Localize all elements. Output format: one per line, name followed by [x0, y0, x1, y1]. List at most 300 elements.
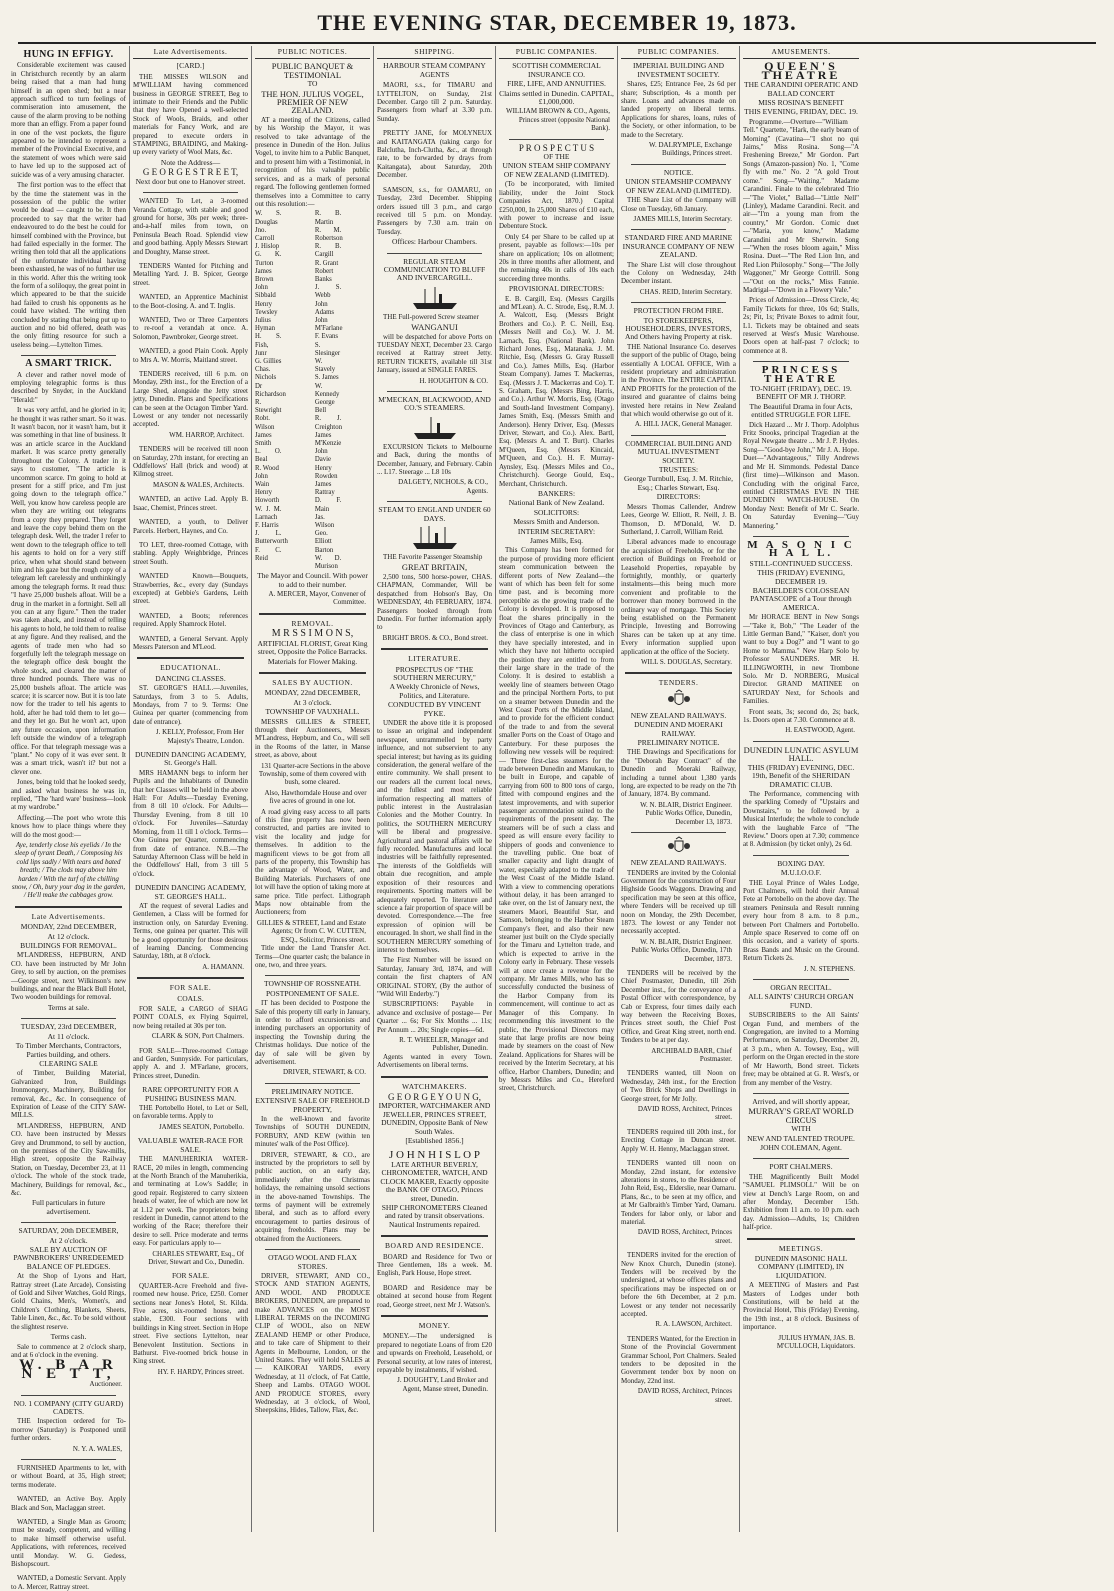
ad-text: TENDERS wanted till noon on Monday, 22nd instant, for extensive alterations in stores, to the Residence of John Reid, Esq., Elderslie, near Oamaru. Plans, &c., to be seen at my office, and at Mr Galbraith's Timber Yard, Oamaru. Tenders for labor only, or labor and material.	[621, 1159, 736, 1226]
paragraph: A clever and rather novel mode of employing telegraphic forms is thus described by Snyder, in the Auckland "Herald:"	[11, 370, 126, 404]
committee-name: F. C. Reid	[255, 546, 282, 562]
divider	[753, 1093, 849, 1094]
ad-signature: ARCHIBALD BARR, Chief Postmaster.	[651, 1046, 732, 1064]
ad-text: MAORI, s.s., for TIMARU and LYTTELTON, on Sunday, 21st December. Cargo till 2 p.m. Saturday. Passengers from wharf at 3.30 p.m. Sunday.	[377, 81, 492, 123]
shipping-ad	[377, 525, 492, 642]
ad-signature: JOHN COLEMAN, Agent.	[760, 1142, 842, 1152]
column-heading: PUBLIC COMPANIES.	[621, 48, 736, 59]
amusement-ad	[743, 1098, 859, 1152]
ad-text: TENDERS received, till 6 p.m. on Monday, 29th inst., for the Erection of a Large Shed, alongside the Jetty street jetty, Dunedin. Plans and Specifications can be seen at the Octagon Timber Yard. Lowest or any tender not necessarily accepted.	[133, 370, 248, 429]
committee-name: John Davie	[314, 448, 332, 464]
ad-heading: STEAM TO ENGLAND UNDER 60 DAYS.	[378, 505, 491, 523]
committee-name: W. Kennedy	[314, 382, 340, 398]
ad-text: EXCURSION Tickets to Melbourne and Back, during the months of December, January, and February. Cabin ... L17. Steerage ... L8 10s	[377, 442, 492, 477]
ad-signature: J. DOUGHTY, Land Broker and Agent, Manse street, Dunedin.	[397, 1376, 488, 1393]
amusement-ad	[743, 860, 859, 973]
ad-text: WANTED, a Domestic Servant. Apply to A. Mercer, Rattray street.	[11, 1574, 126, 1591]
ad-text: FURNISHED Apartments to let, with or without Board, at 35, High street; terms moderate.	[11, 1463, 126, 1489]
ad-signature: N. Y. A. WALES,	[72, 1444, 122, 1453]
ad-text: [Established 1856.]	[405, 1136, 464, 1146]
amusement-ad	[743, 984, 859, 1087]
business-ad	[377, 1151, 492, 1229]
divider	[15, 906, 122, 908]
sale-date: TUESDAY, 23rd DECEMBER,	[20, 1022, 117, 1032]
ad-text: A MEETING of Masters and Past Masters of Lodges under both Constitutions, will be held at the Provincial Hotel, This (Friday) Evening, the 19th inst., at 8 o'clock. Business of importance.	[743, 1281, 859, 1332]
ad-text: THE MANUHERIKIA WATER-RACE, 20 miles in length, commencing at the North Branch of the Manuherikia, and terminating at Low's Saddle; in good repair. Registered to carry sixteen heads of water, fee of which are now let at 1.12 per week. The proprietors being resident in Dunedin, cannot attend to the working of the Race; therefore their desire to sell. Price moderate and terms easy. For particulars apply to—	[133, 1155, 248, 1248]
notice-heading: PUBLIC BANQUET & TESTIMONIAL	[271, 61, 354, 80]
divider	[381, 648, 488, 650]
ad-heading: UNION STEAMSHIP COMPANY OF NEW ZEALAND (LIMITED).	[625, 177, 732, 195]
notice-text: AT a meeting of the Citizens, called by his Worship the Mayor, it was resolved to take advantage of the presence in Dunedin of the Hon. Julius Vogel, to invite him to a Public Banquet, and to present him with a Testimonial, in recognition of his valuable public services, and as a mark of personal regard. The following gentlemen formed themselves into a Committee to carry out this resolution:—	[255, 115, 370, 208]
public-notice	[255, 62, 370, 606]
ad-text: At the Shop of Lyons and Hart, Rattray street (Late Arcade), Consisting of Gold and Silver Watches, Gold Rings, Gold Chains, Men's, Women's, and Children's Clothing, Blankets, Sheets, Table Linen, &c., &c. To be sold without the slightest reserve.	[11, 1272, 126, 1331]
ad-text: SUBSCRIBERS to the All Saints' Organ Fund, and members of the Congregation, are invited to a Morning Performance, on Saturday, December 20, at 3 p.m., when A. Towsey, Esq., will perform on the Organ erected in the store of Mr Haworth, Bond street. Tickets free; may be obtained at G. R. West's, or from any member of the Vestry.	[743, 1011, 859, 1087]
column-heading: AMUSEMENTS.	[743, 48, 859, 59]
ad-subheading: THIS (FRIDAY) EVENING, DEC. 19th, Benefit of the SHERIDAN DRAMATIC CLUB.	[747, 762, 855, 789]
ad-heading: BOXING DAY.	[777, 858, 825, 868]
company-ad	[621, 440, 736, 667]
ad-signature: Auctioneer.	[89, 1380, 122, 1389]
committee-name: John Sibbald	[255, 284, 276, 300]
classified-ad	[133, 370, 248, 439]
business-ad	[255, 1254, 370, 1415]
article-body	[11, 61, 126, 349]
committee-list	[255, 210, 370, 571]
notice-ad	[11, 1400, 126, 1453]
ad-signature: JULIUS HYMAN, JAS. B. M'CULLOCH, Liquidators.	[776, 1333, 855, 1351]
ad-text: IMPORTER, WATCHMAKER AND JEWELLER, PRINCES STREET, DUNEDIN, Opposite Bank of New South Wales.	[378, 1101, 491, 1136]
ad-text: Claims settled in Dunedin. CAPITAL, £1,000,000.	[499, 88, 614, 107]
auctioneer-name: W. B A R N E T T,	[19, 1357, 118, 1382]
divider	[753, 536, 849, 537]
classified-ad	[11, 1518, 126, 1568]
sale-heading: TOWNSHIP OF VAUXHALL.	[265, 707, 360, 717]
section-heading: EDUCATIONAL.	[160, 663, 221, 673]
ad-text: Mr HORACE BENT in New Songs—"Take it, Bob," "The Leader of the Little German Band," "Kaiser, don't you want to buy a Dog?" and "I want to go Home to Mamma." New Harp Solo by Professor SAUNDERS. MR H. ILLINGWORTH, in new Trombone Solo. Mr D. NORBERG, Musical Director. GRAND MATINEE on SATURDAY Next, for Schools and Families.	[743, 613, 859, 706]
sale-time: At 3 o'clock.	[293, 697, 332, 707]
classified-ad	[133, 262, 248, 287]
ad-text: AT the request of several Ladies and Gentlemen, a Class will be formed for instruction only, on Saturday Evening. Terms, one guinea per quarter. This will be a good opportunity for those desirous of learning Dancing. Commencing Saturday, 18th, at 8 o'clock.	[133, 901, 248, 961]
classified-ad	[377, 1253, 492, 1278]
tender-ad	[621, 690, 736, 826]
article-heading: A SMART TRICK.	[25, 358, 112, 370]
shipping-ad	[377, 81, 492, 123]
ad-heading: MISS ROSINA'S BENEFIT	[758, 98, 844, 108]
meeting-notice	[743, 1255, 859, 1350]
committee-name: George Bell	[314, 398, 335, 415]
ad-subheading: DIRECTORS:	[656, 492, 701, 502]
sale-ad	[133, 1086, 248, 1131]
ad-text: TENDERS Wanted, for the Erection in Stone of the Provincial Government Grammar School, Port Chalmers. Sealed tenders to be deposited in the Government tender box by noon on Monday, 22nd inst.	[621, 1334, 736, 1385]
tender-ad	[621, 1128, 736, 1153]
ad-subheading: The Beautiful Drama in four Acts, entitled STRUGGLE FOR LIFE.	[749, 401, 853, 420]
ad-text: 131 Quarter-acre Sections in the above Township, some of them covered with bush, some cleared.	[258, 761, 370, 787]
divider	[509, 139, 604, 140]
business-name: G E O R G E Y O U N G,	[387, 1092, 482, 1103]
ad-text: ST. GEORGE'S HALL.—Juveniles, Saturdays, from 3 to 5. Adults, Mondays, from 7 to 9. Terms: One Guinea per quarter (commencing from date of entrance).	[133, 684, 248, 726]
divider	[265, 1249, 360, 1250]
ad-signature: CHAS. REID, Interim Secretary.	[639, 287, 732, 296]
committee-name: W. D. Murison	[314, 554, 342, 571]
section-heading: Late Advertisements.	[31, 911, 106, 921]
tender-ad	[621, 1159, 736, 1245]
auction-ad	[255, 980, 370, 1076]
ad-subheading: INTERIM SECRETARY:	[517, 526, 596, 536]
ad-signature: DAVID ROSS, Architect, Princes street.	[637, 1228, 732, 1245]
ad-text: WANTED, a Single Man as Groom; must be steady, competent, and willing to make himself otherwise useful. Applications, with references, received until Monday. W. G. Gedess, Bishopscourt.	[11, 1518, 126, 1569]
divider	[21, 1395, 116, 1396]
newspaper-columns	[8, 46, 1106, 1591]
classified-ad	[133, 197, 248, 256]
ad-text: Materials for Flower Making.	[267, 656, 358, 666]
committee-name: S. James	[314, 374, 339, 382]
committee-name: James Rattray	[314, 481, 335, 497]
ad-text: Prices of Admission—Dress Circle, 4s; Family Tickets for three, 10s 6d; Stalls, 2s; Pit, 1s; Private Boxes to admit four, L1. Tickets may be obtained and seats reserved at West's Music Warehouse. Doors open at half-past 7 o'clock; to commence at 8.	[743, 296, 859, 355]
column-4	[374, 46, 496, 1532]
column-5	[496, 46, 618, 1532]
ad-text: DRIVER, STEWART, AND CO., STOCK AND STATION AGENTS, AND WOOL AND PRODUCE BROKERS, DUNEDIN, are prepared to make ADVANCES on the MOST LIBERAL TERMS on the INCOMING CLIP of WOOL, also on NEW ZEALAND HEMP or other Produce, and to take care of Shipment to their Agents in Melbourne, London, or the United States. They will hold SALES at— KAIKORAI YARDS, every Wednesday, at 11 o'clock, of Fat Cattle, Sheep and Lambs. OTAGO WOOL AND PRODUCE STORES, every Wednesday, at 3 o'clock, of Wool, Sheepskins, Hides, Tallow, Flax, &c.	[255, 1271, 370, 1415]
ad-text: Front seats, 3s; second do, 2s; back, 1s. Doors open at 7.30. Commence at 8.	[743, 707, 859, 725]
classified-ad	[11, 1574, 126, 1591]
divider	[753, 855, 849, 856]
notice-signature: A. MERCER, Mayor, Convener of Committee.	[268, 590, 366, 607]
ad-heading: COALS.	[177, 993, 204, 1003]
ad-note: Full particulars in future advertisement.	[31, 1198, 106, 1216]
ad-signature: H. EASTWOOD, Agent.	[785, 726, 855, 735]
classified-ad	[133, 612, 248, 629]
amusement-ad	[743, 538, 859, 735]
divider	[753, 361, 849, 362]
ad-text: PRETTY JANE, for MOLYNEUX and KAITANGATA (taking cargo for Balclutha, Inch-Clutha, &c., at through rate, to be forwarded by drays from Kaitangata), about Saturday, 20th December.	[377, 129, 492, 180]
divider	[143, 192, 238, 193]
auction-ad	[255, 1088, 370, 1243]
ad-text: TENDERS required till 20th inst., for Erecting Cottage in Duncan street. Apply W. H. Henny, Maclaggan street.	[621, 1127, 736, 1153]
committee-name: W. J. M. Larnach	[255, 505, 282, 521]
paragraph: Considerable excitement was caused in Christchurch recently by an alarm being raised that a man had hung himself in an open shed; but a near approach sufficed to turn feelings of commiseration into amusement, the cause of the alarm proving to be nothing more than an effigy. From a paper found in one of the vest pockets, the figure appeared to be intended to represent a member of the Provincial Executive, and the statement of woes which were said to have led up to the supposed act of suicide was of a very amusing character.	[11, 61, 126, 179]
ad-subheading: PRELIMINARY NOTICE.	[637, 738, 720, 748]
venue-name: PRINCESS THEATRE	[761, 364, 841, 385]
ad-text: This Company has been formed for the purpose of providing more efficient steam communication between the different ports of New Zealand—the want of which has been felt for some time past, and is becoming more perceptible as the growing trade of the Colony is developed. It is proposed to float the shares principally in the Provinces of Otago and Canterbury, as the class of enterprise is one in which they have specially interested, and in which they have not hitherto occupied the position they are entitled to from their large share in the trade of the Colony. It is desired to establish a weekly line of steamers between Otago and the principal Northern Ports, to put on a steamer between Dunedin and the West Coast Ports of the Middle Island, and to provide for the efficient conduct of the trade to and from the several smaller Ports on the Coast of Otago and Canterbury. For these purposes the following new vessels will be required:— Three first-class steamers for the trade between Dunedin and Manukau, to be built in Europe, and capable of carrying from 600 to 800 tons of cargo, fitted with compound engines and the latest improvements, and with superior passenger accommodation suited to the requirements of the present day. The steamers will be of such a class and speed as will ensure every facility to shippers of goods and convenience to the travelling public. One boat of smaller capacity and light draught of water, especially adapted to the trade of the West Coast of the Middle Island. With a view to commencing operations without delay, it has been arranged to take over, on the 1st of January next, the steamers Maori, Beautiful Star, and Samson, belonging to the Harbor Steam Company's fleet, and also their new steamer just built on the Clyde specially for the Timaru and Lyttelton trade, and which is expected to arrive in the Colony early in February. These vessels will at once create a revenue for the company. Mr James Mills, who has so successfully conducted the business of the Harbor Company from its commencement, will continue to act as Manager of this Company. In recommending this investment to the public, the Provisional Directors may state that large profits are now being made by steamers on the coast of New Zealand. Applications for Shares will be received by the Interim Secretary, at his office, Harbor Chambers, Dunedin; and by Messrs Miles and Co., Hereford street, Christchurch.	[499, 546, 614, 1093]
classified-ad	[133, 347, 248, 364]
committee-name: James M'Kenzie	[314, 431, 342, 447]
column-2	[130, 46, 252, 1532]
ad-text: M'LANDRESS, HEPBURN, AND CO. have been instructed by Messrs Grey and Drummond, to sell by auction, on the premises of the City Saw-mills, High street, opposite the Railway Station, on Tuesday, December 23, at 11 o'clock. The whole of the stock trade, Machinery, Buildings for removal, &c., &c.	[11, 1121, 126, 1197]
ad-text: BOARD and Residence for Two or Three Gentlemen, 18s a week. M. English, Park House, Hope street.	[377, 1252, 492, 1278]
ad-subheading: M.U.I.O.O.F.	[780, 868, 822, 878]
shipping-ad	[377, 415, 492, 495]
business-ad	[377, 1093, 492, 1145]
ad-text: THE Favorite Passenger Steamship	[383, 553, 483, 562]
committee-name: John Adams	[314, 300, 335, 316]
divider	[21, 355, 116, 356]
ad-text: In the well-known and favorite Townships of SOUTH DUNEDIN, FORBURY, AND KEW (within ten minutes' walk of the Post Office).	[255, 1115, 370, 1149]
ad-signature: J. N. STEPHENS.	[803, 964, 855, 973]
divider	[387, 501, 482, 502]
ad-signature: H. HOUGHTON & CO.	[419, 376, 488, 385]
ad-subheading: Arrived, and will shortly appear,	[752, 1096, 850, 1106]
divider	[381, 1315, 488, 1317]
ad-note: Terms at sale.	[47, 1002, 90, 1012]
ad-heading: NEW ZEALAND RAILWAYS.	[630, 858, 727, 868]
committee-name: Robert Banks	[314, 267, 334, 283]
ad-signature: WILLIAM BROWN & CO., Agents, Princes street (opposite National Bank).	[505, 107, 610, 133]
sale-date: MONDAY, 22nd DECEMBER,	[264, 688, 361, 698]
column-3	[252, 46, 374, 1532]
business-ad	[255, 630, 370, 666]
committee-name: James Brown	[255, 267, 274, 283]
ad-heading: UNION STEAM SHIP COMPANY OF NEW ZEALAND (LIMITED).	[502, 161, 611, 179]
sale-heading: POSTPONEMENT OF SALE.	[266, 988, 359, 998]
sale-date: SATURDAY, 20th DECEMBER,	[18, 1226, 119, 1236]
sale-ad	[133, 1005, 248, 1041]
ad-text: Also, Hawthorndale House and over five acres of ground in one lot.	[264, 788, 367, 806]
ad-text: Only £4 per Share to be called up at present, payable as follows:—10s per share on application; 10s on allotment; 20s in three months after allotment, and the remaining 40s in calls of 10s each succeeding three months.	[499, 232, 614, 283]
sale-heading: BUILDINGS FOR REMOVAL.	[20, 941, 117, 951]
steamship-icon	[411, 415, 459, 441]
ad-text: Liberal advances made to encourage the acquisition of Freeholds, or for the erection of Buildings on Freehold or Leasehold Properties, repayable by fortnightly, monthly, or quarterly instalments—this being much more convenient and profitable to the borrower than money borrowed in the ordinary way of mortgage. This Society being established on the Permanent Principle, Investing and Borrowing Shares can be taken up at any time. Every information supplied upon application at the office of the Society.	[621, 538, 736, 656]
ad-text: of Timber, Building Material, Galvanized Iron, Buildings Ironmongery, Machinery, Building for removal, &c., &c. In consequence of Expiration of Lease of the CITY SAW-MILLS.	[11, 1069, 126, 1120]
ad-subheading: A Weekly Chronicle of News, Politics, and Literature.	[389, 682, 480, 700]
committee-names-right	[315, 210, 370, 571]
classified-ad	[133, 572, 248, 606]
committee-name: John Wain	[255, 472, 270, 489]
venue-name: QUEEN'S THEATRE	[761, 59, 841, 82]
tender-ad	[621, 1335, 736, 1404]
ad-signature: BRIGHT BROS. & CO., Bond street.	[382, 633, 488, 642]
ad-heading: NO. 1 COMPANY (CITY GUARD) CADETS.	[13, 1398, 124, 1416]
ad-subheading: TO STOREKEEPERS, HOUSEHOLDERS, INVESTORS, And Others having Property at risk.	[624, 315, 733, 342]
ad-text: WANTED, an Active Boy. Apply Black and Son, Maclaggan street.	[11, 1495, 126, 1512]
ad-subheading: ALL SAINTS' CHURCH ORGAN FUND.	[748, 992, 854, 1010]
ad-signature: A. HAMANN.	[202, 962, 244, 971]
committee-name: Robt. Wilson	[255, 415, 275, 431]
ad-subheading: FIRE, LIFE, AND ANNUITIES.	[507, 79, 606, 89]
committee-name: Dr Richardson	[255, 382, 286, 398]
committee-names-left	[255, 210, 310, 571]
masthead-rule	[18, 42, 1096, 44]
ad-text: 2,500 tons, 500 horse-power, CHAS. CHAPMAN, Commander, Will be despatched from Hobson's Bay, On WEDNESDAY, 4th FEBRUARY, 1874. Passengers booked through from Dunedin. For further information apply to	[377, 572, 492, 632]
ad-text: M'LANDRESS, HEPBURN, AND CO. have been instructed by Mr John Grey, to sell by auction, on the premises—George street, next Wilkinson's new buildings, and near the Black Bull Hotel, Two wooden buildings for removal.	[11, 951, 126, 1002]
sale-time: At 11 o'clock.	[47, 1031, 90, 1041]
article-heading: HUNG IN EFFIGY.	[23, 49, 114, 60]
divider	[631, 229, 726, 230]
classified-ad	[133, 495, 248, 512]
ad-text: Shares, £25; Entrance Fee, 2s 6d per share; Subscription, 4s a month per share. Loans and advances made on landed property on liberal terms. Applications for shares, loans, rules of the Society, or other information, to be made to the Secretary.	[621, 80, 736, 139]
committee-name: W. Stavely	[314, 357, 336, 374]
committee-name: Henry Rowden	[314, 464, 338, 480]
divider	[381, 1235, 488, 1237]
classified-ad	[11, 1495, 126, 1512]
ad-text: FOR SALE, a CARGO of SHAG POINT COALS, ex Flying Squirrel, now being retailed at 30s per ton.	[133, 1005, 248, 1030]
prospectus-ad	[499, 144, 614, 1093]
committee-name: Chas. Nichols	[255, 366, 277, 382]
ad-note: Offices: Harbour Chambers.	[391, 237, 478, 247]
section-heading: FOR SALE.	[169, 983, 212, 993]
business-name: J O H N H I S L O P	[389, 1149, 480, 1162]
ad-heading: FOR SALE.	[171, 1271, 210, 1281]
ad-heading: STILL-CONTINUED SUCCESS.	[749, 558, 853, 568]
shipping-ad	[377, 285, 492, 385]
ad-signature: DRIVER, STEWART, & CO.	[282, 1068, 366, 1077]
classified-ad	[11, 1464, 126, 1489]
committee-name: L. O. Beal	[255, 448, 282, 464]
ad-text: FOR SALE—Three-roomed Cottage and Garden, Sunnyside. For particulars, apply A. and J. M'Farlane, grocers, Princes street, Dunedin.	[133, 1046, 248, 1080]
notice-heading: THE HON. JULIUS VOGEL, PREMIER OF NEW ZEALAND.	[261, 88, 364, 116]
divider	[625, 672, 732, 674]
ad-text: TENDERS will be received by the Chief Postmaster, Dunedin, till 26th December inst., for the conveyance of a Postal Officer with correspondence, by Cab or Express, four times daily each way between the Receiving Boxes, Princes street south, the Chief Post Office, and Great King street, north end. Tenders to be at per day.	[621, 968, 736, 1045]
ad-heading: DUNEDIN DANCING ACADEMY, St. George's Hall.	[135, 750, 246, 768]
ad-text: UNDER the above title it is proposed to issue an original and independent newspaper, untrammelled by party influence, and not subservient to any special interest; but having as its guiding consideration, the general welfare of the entire community. We shall present to our readers all the current local news, and the fullest and most reliable information respecting all matters of public interest in the Australasian Colonies and the Mother Country. In politics, the SOUTHERN MERCURY will be liberal and progressive. Agricultural and pastoral affairs will be fully recorded. Manufactures and local industries will be faithfully represented. The interests of the Goldfields will obtain due recognition, and ample exposition of their resources and requirements. Sporting matters will be adequately reported. To literature and science a fair proportion of space will be devoted. Correspondence.—The free expression of opinion will be encouraged. In short, we shall find in the SOUTHERN MERCURY something of interest to themselves.	[377, 718, 492, 954]
divider	[747, 1238, 855, 1240]
ad-text: BOARD and Residence may be obtained at second house from Regent road, George street, next Mr J. Watson's.	[377, 1283, 492, 1309]
ad-signature: CLARK & SON, Port Chalmers.	[151, 1032, 244, 1041]
ad-text: Programme.—Overture—"William Tell." Quartette, "Hark, the early beam of Morning" (Cavatina—"I shot no qui Jaims," Miss Rosina. Song—"A Freshening Breeze," Mr Gordon. Part Songs (Amazon-passion) No. 1, "Come fly with me." No. 2 "A gold Trout come." Song—"Waiting." Madame Carandini. Finale to the celebrated Trio—"The Violet," Ballad—"Little Nell" (Linley), Madame Carandini. Recit. and air—"I'm a young man from the country," Mr Gordon. Comic duet—"Maria, you know," Madame Carandini and Mr Sherwin. Song—"When the roses bloom again," Miss Rosina. Duet—"The Red Lion Inn, and Red Lion Philosophy." Song—"The Jolly Waggoner," Mr George Cottrill. Song—"Out on the rocks," Miss Fannie. Madrigal—"Down in a Flowery Vale."	[743, 117, 859, 294]
committee-name: W. S. Douglas	[255, 210, 282, 226]
sale-heading: To Timber Merchants, Contractors, Parties building, and others.	[15, 1041, 122, 1059]
sale-heading: CLEARING SALE	[39, 1058, 98, 1068]
ad-text: WANTED, Two or Three Carpenters to re-roof a verandah at once. A. Solomon, Pawnbroker, George street.	[133, 315, 248, 341]
ad-text: George Turnbull, Esq. J. M. Ritchie, Esq.; Charles Stewart, Esq.	[623, 474, 734, 492]
committee-name: R. Wood	[255, 464, 279, 472]
ad-note: Note the Address—	[160, 157, 221, 167]
company-ad	[621, 169, 736, 223]
ad-heading: THIS EVENING, FRIDAY, DEC. 19.	[744, 107, 858, 117]
column-heading: SHIPPING.	[377, 48, 492, 59]
ad-heading: P R O S P E C T U S	[518, 142, 595, 153]
steamship-icon	[411, 525, 459, 551]
ad-signature: R. T. WHEELER, Manager and Publisher, Dunedin.	[399, 1036, 488, 1053]
ad-text: The First Number will be issued on Saturday, January 3rd, 1874, and will contain the first chapters of AN ORIGINAL STORY, (By the author of "Wild Will Enderby.")	[377, 956, 492, 998]
business-ad	[133, 73, 248, 186]
ad-heading: RARE OPPORTUNITY FOR A PUSHING BUSINESS MAN.	[142, 1085, 239, 1103]
divider	[753, 979, 849, 980]
ship-name: WANGANUI	[411, 322, 458, 333]
committee-name: R. Grant	[314, 259, 339, 267]
ad-text: The Share List will close throughout the Colony on Wednesday, 24th December instant.	[621, 260, 736, 286]
ad-text: Title under the Land Transfer Act. Terms—One quarter cash; the balance in one, two, and three years.	[255, 944, 370, 969]
venue-name: M A S O N I C H A L L.	[747, 538, 855, 560]
ad-heading: TO-NIGHT (FRIDAY), DEC. 19. BENEFIT OF MR J. THORP.	[750, 384, 852, 402]
ad-signature: WILL S. DOUGLAS, Secretary.	[640, 658, 732, 666]
classified-ad	[133, 445, 248, 489]
committee-name: Geo. Elliott Barton	[314, 530, 334, 554]
ad-heading: COMMERCIAL BUILDING AND MUTUAL INVESTMENT SOCIETY.	[625, 438, 732, 465]
committee-name: J. S. Webb	[314, 284, 342, 300]
ad-signature: DAVID ROSS, Architect, Princes street.	[637, 1105, 732, 1122]
section-heading: MEETINGS.	[778, 1243, 824, 1253]
classified-ad	[377, 1332, 492, 1393]
sale-time: At 12 o'clock.	[47, 931, 90, 941]
classified-ad	[133, 293, 248, 310]
auction-ad	[11, 1227, 126, 1388]
classified-ad	[133, 635, 248, 652]
ad-heading: NEW AND TALENTED TROUPE.	[747, 1133, 855, 1143]
amusement-ad	[743, 1163, 859, 1231]
ad-heading: DANCING CLASSES.	[155, 673, 226, 683]
ad-subheading: WITH	[791, 1124, 811, 1134]
royal-arms-icon	[666, 690, 692, 710]
ad-text: SUBSCRIPTIONS: Payable in advance and exclusive of postage— Per Quarter ... 6s; For Six Months ... 11s; Per Annum ... 20s; Single copies—6d.	[377, 1000, 492, 1034]
ad-signature: MASON & WALES, Architects.	[152, 480, 244, 489]
auction-ad	[11, 923, 126, 1012]
divider	[387, 391, 482, 392]
ad-subheading: CONDUCTED BY VINCENT PYKE.	[388, 700, 481, 718]
ad-text: QUARTER-Acre Freehold and five-roomed new house. Price, £250. Corner sections near Jones's Hotel, St. Kilda. Five acres, six-roomed house, and stable, £300. Four sections with buildings in King street. Section in Hope street. Five sections Lyttelton, near Benevolent Institution. Sections in Bathurst. Five-roomed brick house in King street.	[133, 1281, 248, 1366]
tender-ad	[621, 969, 736, 1063]
ad-text: James Mills, Esq.	[530, 535, 583, 545]
sale-heading: SALE BY AUCTION OF PAWNBROKERS' UNREDEEMED BALANCE OF PLEDGES.	[13, 1245, 124, 1271]
committee-name: H. S. Fish, Junr	[255, 333, 282, 357]
ad-text: THE Inspection ordered for To-morrow (Saturday) is Postponed until further orders.	[11, 1417, 126, 1443]
ad-signature: W. N. BLAIR, District Engineer. Public Works Office, Dunedin, December 13, 1873.	[640, 800, 732, 826]
sale-date: MONDAY, 22nd DECEMBER,	[20, 922, 117, 932]
ad-signature: WM. HARROP, Architect.	[169, 430, 244, 439]
ad-address: G E O R G E S T R E E T,	[142, 167, 239, 178]
section-heading: BOARD AND RESIDENCE.	[385, 1241, 484, 1251]
committee-name: R. J. Creighton	[314, 415, 342, 431]
column-heading: PUBLIC COMPANIES.	[499, 48, 614, 59]
ad-text: Sale to commence at 2 o'clock sharp, and at 6 o'clock in the evening.	[11, 1342, 126, 1359]
ad-text: SAMSON, s.s., for OAMARU, on Tuesday, 23rd December. Shipping orders issued till 3 p.m., and cargo received till 5 p.m. on Monday. Passengers by 7.30 a.m. train on Tuesday.	[377, 185, 492, 236]
ad-text: WANTED, a General Servant. Apply Messrs Paterson and M'Leod.	[133, 634, 248, 651]
steamship-icon	[411, 285, 459, 311]
educational-ad	[133, 751, 248, 878]
sale-heading: PRELIMINARY NOTICE.	[271, 1086, 354, 1096]
tender-ad	[621, 1251, 736, 1329]
amusement-ad	[743, 59, 859, 355]
column-7	[740, 46, 862, 1532]
ad-text: WANTED, an active Lad. Apply B. Isaac, Chemist, Princes street.	[133, 495, 248, 512]
ad-text: WANTED Known—Bouquets, Strawberries, &c., every day (Sundays excepted) at Gebbie's Gardens, Leith street.	[133, 572, 248, 606]
section-heading: LITERATURE.	[408, 654, 461, 664]
ad-heading: M'MECKAN, BLACKWOOD, AND CO.'S STEAMERS.	[378, 395, 491, 413]
ad-text: ARTIFICIAL FLORIST, Great King street, Opposite the Police Barracks.	[257, 638, 368, 657]
business-name: M R S S I M O N S,	[271, 628, 354, 640]
ad-subheading: SOLICITORS:	[533, 507, 580, 517]
ad-text: THE Drawings and Specifications for the "Deborah Bay Contract" of the Dunedin and Moeraki Railway, including a tunnel about 1,380 yards long, are expected to be ready on the 7th of January, 1874. By command.	[621, 748, 736, 799]
ad-subheading: PROVISIONAL DIRECTORS:	[508, 284, 605, 294]
sale-ad	[133, 1047, 248, 1081]
ad-heading: NOTICE.	[663, 167, 694, 177]
ad-signature: W. DALRYMPLE, Exchange Buildings, Princes street.	[649, 141, 732, 158]
ad-note: Terms cash.	[50, 1332, 87, 1342]
ad-heading: SCOTTISH COMMERCIAL INSURANCE CO.	[512, 61, 601, 79]
ad-text: (To be incorporated, with limited liability, under the Joint Stock Companies Act, 1870.) Capital £250,000, In 25,000 Shares of £10 each, with power to increase and issue Debenture Stock.	[499, 180, 614, 231]
ad-subheading: TRUSTEES:	[658, 465, 699, 475]
divider	[21, 1222, 116, 1223]
committee-name: Jas. Wilson	[314, 513, 335, 530]
ad-signature: HY. F. HARDY, Princes street.	[157, 1367, 244, 1376]
sale-ad	[133, 1272, 248, 1376]
sale-ad	[133, 1137, 248, 1266]
ad-text: THE Full-powered Screw steamer	[383, 312, 479, 321]
amusement-ad	[743, 366, 859, 530]
ad-text: SHIP CHRONOMETERS Cleaned and rated by transit observations. Nautical Instruments repaired.	[381, 1202, 488, 1229]
masthead	[0, 0, 1114, 46]
ad-heading: PROSPECTUS OF "THE SOUTHERN MERCURY,"	[393, 664, 476, 682]
column-1	[8, 46, 130, 1591]
ad-text: THE National Insurance Co. deserves the support of the public of Otago, being essentially A LOCAL OFFICE, With a resident proprietary and administration in the Province. The ENTIRE CAPITAL AND PROFITS for the protection of the insured and guarantee of claims being invested here retains in New Zealand that which would otherwise go out of it.	[621, 342, 736, 419]
auction-ad	[11, 1023, 126, 1216]
committee-name: John M'Farlane	[314, 316, 343, 333]
ad-text: Messrs Smith and Anderson.	[513, 517, 600, 527]
committee-name: Jno. Carroll	[255, 226, 275, 242]
ad-text: Messrs Thomas Callender, Andrew Lees, George W. Elliott, R. Neill, J. B. Thomson, D. M'Donald, W. D. Sutherland, J. Carroll, William Reid.	[621, 502, 736, 536]
committee-name: D. F. Main	[314, 497, 342, 513]
ship-name: GREAT BRITAIN,	[401, 562, 468, 573]
tender-ad	[621, 1069, 736, 1121]
committee-name: Henry Howorth	[255, 489, 280, 505]
